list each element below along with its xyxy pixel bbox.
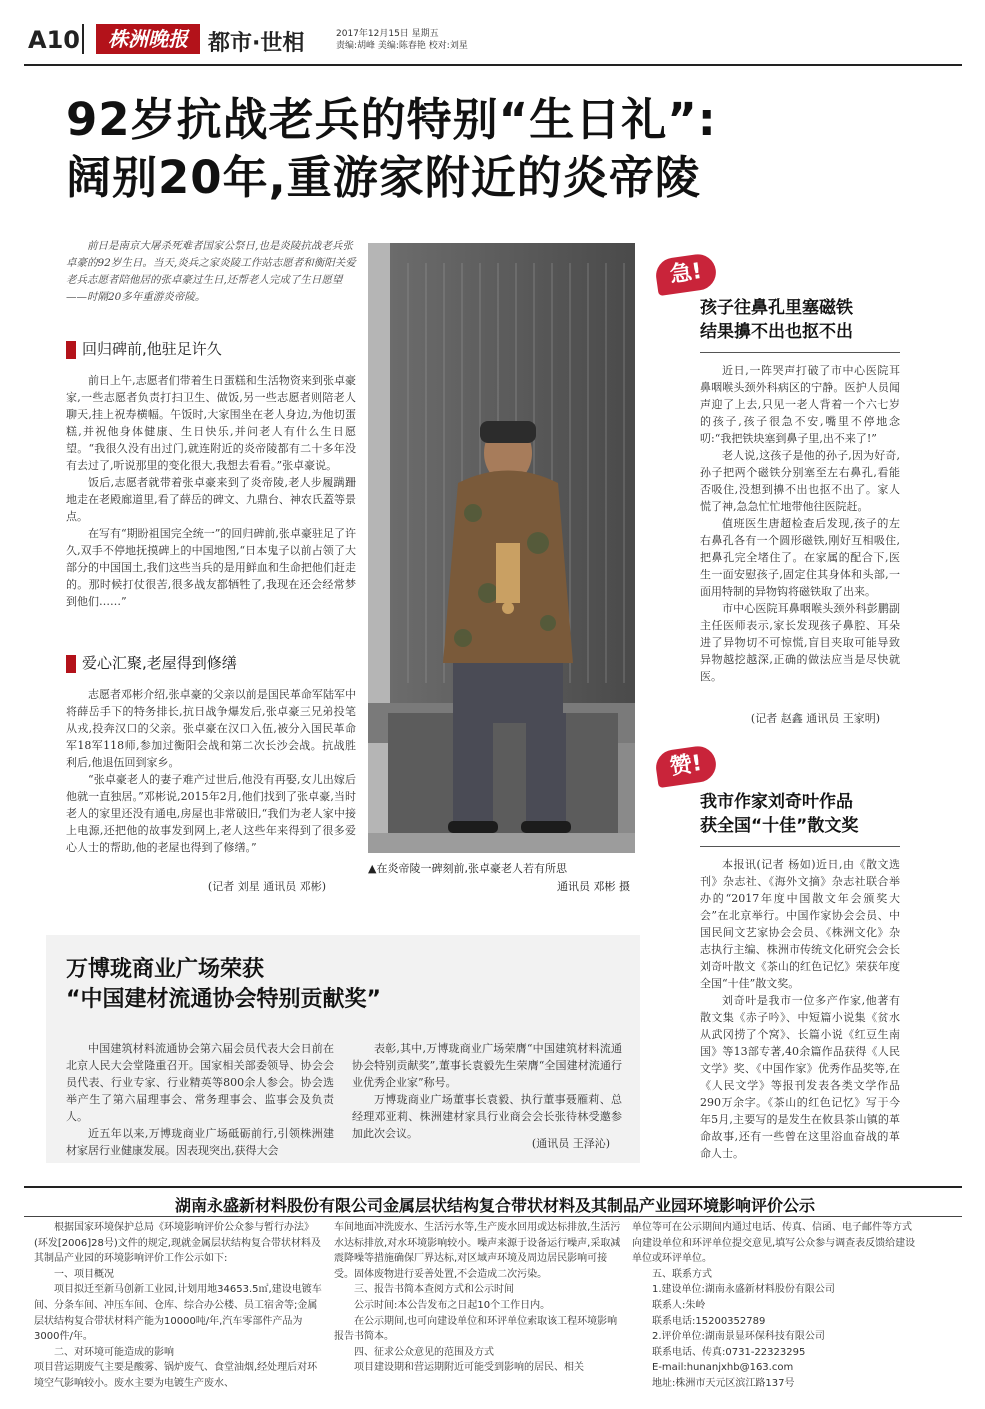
box-article-credit: (通讯员 王泽沁) — [531, 1137, 610, 1150]
section-title: 都市·世相 — [208, 31, 305, 56]
section2-title: 爱心汇聚,老屋得到修缮 — [82, 654, 237, 672]
notice-paragraph: 车间地面冲洗废水、生活污水等,生产废水回用或达标排放,生活污水达标排放,对水环境影响较小。噪声来源于设备运行噪声,采取减震降噪等措施确保厂界达标,对区域声环境及周边居民影响可接受。固体废物进行妥善处置,不会造成二次污染。 — [334, 1222, 621, 1280]
notice-paragraph: 联系电话:15200352789 — [652, 1315, 766, 1327]
paragraph: 在写有“期盼祖国完全统一”的回归碑前,张卓豪驻足了许久,双手不停地抚摸碑上的中国地图,“日本鬼子以前占领了大部分的中国国土,我们这些当兵的是用鲜血和生命把他们赶走的。那时候打仗很苦,很多战友都牺牲了,我现在还会经常梦到他们……” — [66, 527, 356, 608]
paragraph: 值班医生唐超检查后发现,孩子的左右鼻孔各有一个圆形磁铁,刚好互相吸住,把鼻孔完全堵住了。在家属的配合下,医生一面安慰孩子,固定住其身体和头部,一面用特制的异物钩将磁铁取了出来。 — [700, 517, 900, 598]
right-article2-title — [700, 790, 910, 838]
notice-paragraph: 1.建设单位:湖南永盛新材料股份有限公司 — [652, 1284, 835, 1296]
section2-heading — [66, 652, 356, 674]
notice-rule-2 — [24, 1216, 962, 1217]
veteran-photo-illustration — [368, 243, 635, 853]
notice-paragraph: 三、报告书简本查阅方式和公示时间 — [354, 1284, 514, 1296]
notice-paragraph: 四、征求公众意见的范围及方式 — [354, 1346, 494, 1358]
box-article-col2 — [352, 1040, 622, 1142]
right-article1-body — [700, 362, 900, 685]
paragraph: 本报讯(记者 杨如)近日,由《散文选刊》杂志社、《海外文摘》杂志社联合举办的“2017年度中国散文年会颁奖大会”在北京举行。中国作家协会会员、中国民间文艺家协会会员、《株洲文化》杂志执行主编、株洲市传统文化研究会会长刘奇叶散文《茶山的红色记忆》荣获年度全国“十佳”散文奖。 — [700, 858, 900, 990]
notice-paragraph: 公示时间:本公告发布之日起10个工作日内。 — [354, 1299, 551, 1311]
notice-col1 — [34, 1220, 324, 1392]
notice-rule — [24, 1186, 962, 1188]
notice-title: 湖南永盛新材料股份有限公司金属层状结构复合带状材料及其制品产业园环境影响评价公示 — [174, 1196, 815, 1215]
notice-paragraph: 项目建设期和营运期附近可能受到影响的居民、相关 — [354, 1362, 584, 1374]
divider — [700, 846, 900, 847]
header-meta — [336, 28, 468, 52]
paragraph: 前日上午,志愿者们带着生日蛋糕和生活物资来到张卓豪家,一些志愿者负责打扫卫生、做饭,另一些志愿者则陪老人聊天,挂上祝寿横幅。午饭时,大家围坐在老人身边,为他切蛋糕,并祝他身体健康、生日快乐,并问老人有什么生日愿望。“我很久没有出过门,就连附近的炎帝陵都有二十多年没有去过了,听说那里的变化很大,我想去看看。”张卓豪说。 — [66, 374, 356, 472]
box-article-title — [66, 955, 626, 1015]
heading-marker — [66, 341, 76, 359]
section2-body — [66, 686, 356, 856]
lead-paragraph: 前日是南京大屠杀死难者国家公祭日,也是炎陵抗战老兵张卓豪的92岁生日。当天,炎兵之家炎陵工作站志愿者和衡阳关爱老兵志愿者陪他居的张卓豪过生日,还帮老人完成了生日愿望——时隔20多年重游炎帝陵。 — [66, 240, 356, 303]
notice-paragraph: 根据国家环境保护总局《环境影响评价公众参与暂行办法》(环发[2006]28号)文件的规定,现就金属层状结构复合带状材料及其制品产业园的环境影响评价工作公示如下: — [34, 1222, 321, 1265]
header-rule — [24, 64, 962, 66]
notice-paragraph: 一、项目概况 — [54, 1268, 114, 1280]
header-divider — [82, 24, 84, 54]
notice-paragraph: 2.评价单位:湖南景显环保科技有限公司 — [652, 1331, 825, 1343]
right-article1-credit: (记者 赵鑫 通讯员 王家明) — [750, 712, 880, 725]
title-line: 结果擤不出也抠不出 — [700, 322, 853, 342]
right-article2-body — [700, 856, 900, 1162]
paragraph: “张卓豪老人的妻子难产过世后,他没有再娶,女儿出嫁后他就一直独居。”邓彬说,2015年2月,他们找到了张卓豪,当时老人的家里还没有通电,房屋也非常破旧,“我们为老人家中接上电源,还把他的故事发到网上,老人这些年来得到了很多爱心人士的帮助,他的老屋也得到了修缮。” — [66, 773, 356, 854]
title-line: 万博珑商业广场荣获 — [66, 957, 265, 982]
right-article1-title — [700, 296, 910, 344]
notice-col3 — [632, 1220, 916, 1392]
praise-tag: 赞! — [654, 744, 718, 788]
notice-paragraph: 单位等可在公示期间内通过电话、传真、信函、电子邮件等方式向建设单位和环评单位提交意见,填写公众参与调查表反馈给建设单位或环评单位。 — [632, 1222, 916, 1265]
section1-heading — [66, 338, 356, 360]
paragraph: 万博珑商业广场董事长袁毅、执行董事聂雁莉、总经理邓亚莉、株洲建材家具行业商会会长张待林受邀参加此次会议。 — [352, 1093, 622, 1140]
headline-line-2: 阔别20年,重游家附近的炎帝陵 — [66, 151, 701, 204]
notice-paragraph: 项目拟迁至新马创新工业园,计划用地34653.5㎡,建设电镀车间、分条车间、冲压车间、仓库、综合办公楼、员工宿舍等;金属层状结构复合带状材料产能为10000吨/年,汽车零部件产品为3000件/年。 — [34, 1284, 322, 1343]
paragraph: 志愿者邓彬介绍,张卓豪的父亲以前是国民革命军陆军中将薛岳手下的特务排长,抗日战争爆发后,张卓豪三兄弟投笔从戎,投奔汉口的父亲。张卓豪在汉口入伍,被分入国民革命军18军118师,参加过衡阳会战和第二次长沙会战。抗战胜利后,他退伍回到家乡。 — [66, 688, 356, 769]
box-article-col1 — [66, 1040, 334, 1159]
paragraph: 近五年以来,万博珑商业广场砥砺前行,引领株洲建材家居行业健康发展。因表现突出,获得大会 — [66, 1127, 334, 1157]
header-date: 2017年12月15日 星期五 — [336, 29, 439, 39]
notice-col2 — [334, 1220, 622, 1376]
paragraph: 市中心医院耳鼻咽喉头颈外科彭鹏副主任医师表示,家长发现孩子鼻腔、耳朵进了异物切不可惊慌,盲目夹取可能导致异物越挖越深,正确的做法应当是尽快就医。 — [700, 602, 900, 683]
notice-paragraph: 二、对环境可能造成的影响 — [54, 1346, 174, 1358]
title-line: 我市作家刘奇叶作品 — [700, 792, 853, 812]
main-article-credit: (记者 刘星 通讯员 邓彬) — [207, 880, 326, 893]
article-lead — [66, 238, 356, 306]
title-line: 获全国“十佳”散文奖 — [700, 816, 859, 836]
paragraph: 中国建筑材料流通协会第六届会员代表大会日前在北京人民大会堂隆重召开。国家相关部委领导、协会会员代表、行业专家、行业精英等800余人参会。协会选举产生了第六届理事会、常务理事会、监事会及负责人。 — [66, 1042, 334, 1123]
heading-marker — [66, 655, 76, 673]
header-editors: 责编:胡峰 美编:陈春艳 校对:刘星 — [336, 41, 468, 51]
section1-title: 回归碑前,他驻足许久 — [82, 340, 222, 358]
notice-paragraph: 联系电话、传真:0731-22323295 — [652, 1346, 806, 1358]
photo-credit: 通讯员 邓彬 摄 — [557, 880, 630, 893]
section1-body — [66, 372, 356, 610]
veteran-photo — [368, 243, 635, 853]
page-number: A10 — [28, 26, 80, 54]
title-line: 孩子往鼻孔里塞磁铁 — [700, 298, 853, 318]
paragraph: 饭后,志愿者就带着张卓豪来到了炎帝陵,老人步履蹒跚地走在老殿廊道里,看了薛岳的碑文、九鼎台、神农氏蓋等景点。 — [66, 476, 356, 523]
paragraph: 刘奇叶是我市一位多产作家,他著有散文集《赤子吟》、中短篇小说集《贫水从武冈捞了个窝》、长篇小说《红豆生南国》等13部专著,40余篇作品获得《人民文学》奖、《中国作家》优秀作品奖等,在《人民文学》等报刊发表各类文学作品290万余字。《茶山的红色记忆》写于今年5月,主要写的是发生在攸县茶山镇的革命故事,还有一些曾在这里浴血奋战的革命人士。 — [700, 994, 900, 1160]
title-line: “中国建材流通协会特别贡献奖” — [66, 987, 381, 1012]
notice-paragraph: 项目营运期废气主要是酸雾、锅炉废气、食堂油烟,经处理后对环境空气影响较小。废水主要为电镀生产废水、 — [34, 1362, 318, 1389]
notice-paragraph: 在公示期间,也可向建设单位和环评单位索取该工程环境影响报告书简本。 — [334, 1315, 618, 1343]
paragraph: 老人说,这孩子是他的孙子,因为好奇,孙子把两个磁铁分别塞至左右鼻孔,看能否吸住,没想到擤不出也抠不出了。家人慌了神,急急忙忙地带他往医院赶。 — [700, 449, 900, 513]
urgent-tag: 急! — [654, 252, 718, 296]
newspaper-logo: 株洲晚报 — [96, 24, 200, 54]
notice-paragraph: E-mail:hunanjxhb@163.com — [652, 1362, 794, 1374]
paragraph: 近日,一阵哭声打破了市中心医院耳鼻咽喉头颈外科病区的宁静。医护人员闻声迎了上去,只见一老人背着一个六七岁的孩子,孩子很急不安,嘴里不停地念叨:“我把铁块塞到鼻子里,出不来了!” — [700, 364, 900, 445]
notice-paragraph: 五、联系方式 — [652, 1268, 712, 1280]
paragraph: 表彰,其中,万博珑商业广场荣膺“中国建筑材料流通协会特别贡献奖”,董事长袁毅先生荣膺“全国建材流通行业优秀企业家”称号。 — [352, 1042, 622, 1089]
photo-caption: ▲在炎帝陵一碑刻前,张卓豪老人若有所思 — [368, 862, 567, 875]
divider — [700, 352, 900, 353]
headline-line-1: 92岁抗战老兵的特别“生日礼”: — [66, 93, 717, 146]
notice-paragraph: 地址:株洲市天元区滨江路137号 — [652, 1377, 795, 1389]
notice-paragraph: 联系人:朱岭 — [652, 1299, 706, 1311]
